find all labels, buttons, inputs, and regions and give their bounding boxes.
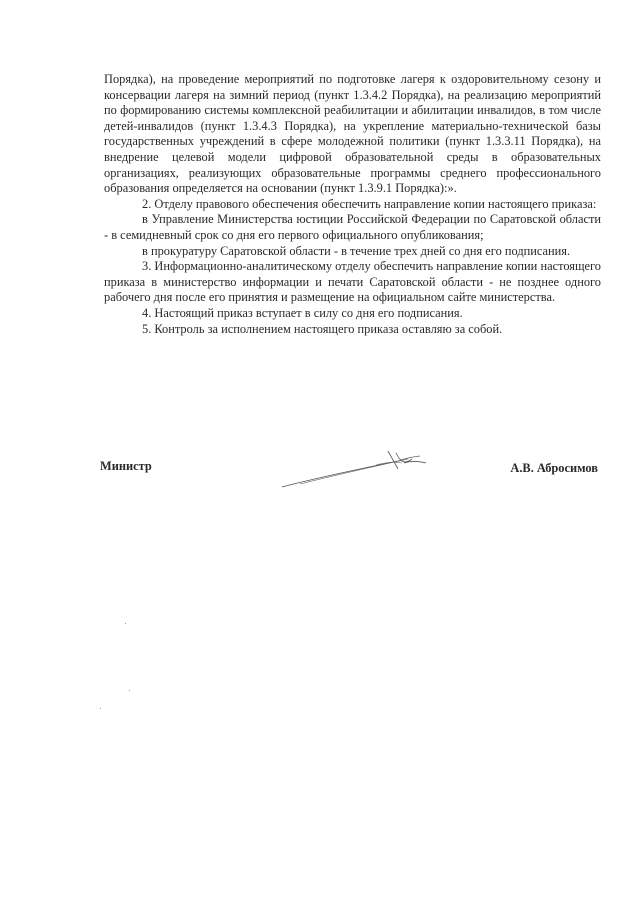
paragraph-continuation: Порядка), на проведение мероприятий по подготовке лагеря к оздоровительному сезону и консервации лагеря на зимний период (пункт 1.3.4.2 Порядка), на реализацию мероприятий по формированию системы комплексной реабилитации и абилитации инвалидов, в том числе детей-инвалидов (пункт 1.3.4.3 Порядка), на укрепление материально-технической базы государственных учреждений в сфере молодежной политики (пункт 1.3.3.11 Порядка), на внедрение целевой модели цифровой образовательной среды в образовательных организациях, реализующих образовательные программы среднего профессионального образования определяется на основании (пункт 1.3.9.1 Порядка):». (104, 72, 601, 196)
paragraph-item-4: 4. Настоящий приказ вступает в силу со дня его подписания. (142, 305, 463, 320)
handwritten-signature (280, 447, 430, 493)
paragraph-item-2-justice: в Управление Министерства юстиции Российской Федерации по Саратовской области - в семидневный срок со дня его первого официального опубликования; (104, 212, 601, 242)
paragraph-item-2-prosecutor: в прокуратуру Саратовской области - в течение трех дней со дня его подписания. (142, 243, 571, 258)
signatory-name: А.В. Абросимов (510, 461, 598, 475)
paragraph-item-5: 5. Контроль за исполнением настоящего приказа оставляю за собой. (142, 321, 503, 336)
signature-block (100, 459, 600, 499)
document-body (104, 72, 601, 337)
paragraph-item-2: 2. Отделу правового обеспечения обеспечить направление копии настоящего приказа: (142, 196, 597, 211)
paragraph-item-3: 3. Информационно-аналитическому отделу обеспечить направление копии настоящего приказа в министерство информации и печати Саратовской области - не позднее одного рабочего дня после его принятия и размещение на официальном сайте министерства. (104, 259, 601, 305)
scan-speck (129, 690, 130, 691)
scan-speck (125, 623, 126, 624)
scan-speck (100, 708, 101, 709)
signatory-title: Министр (100, 459, 152, 473)
